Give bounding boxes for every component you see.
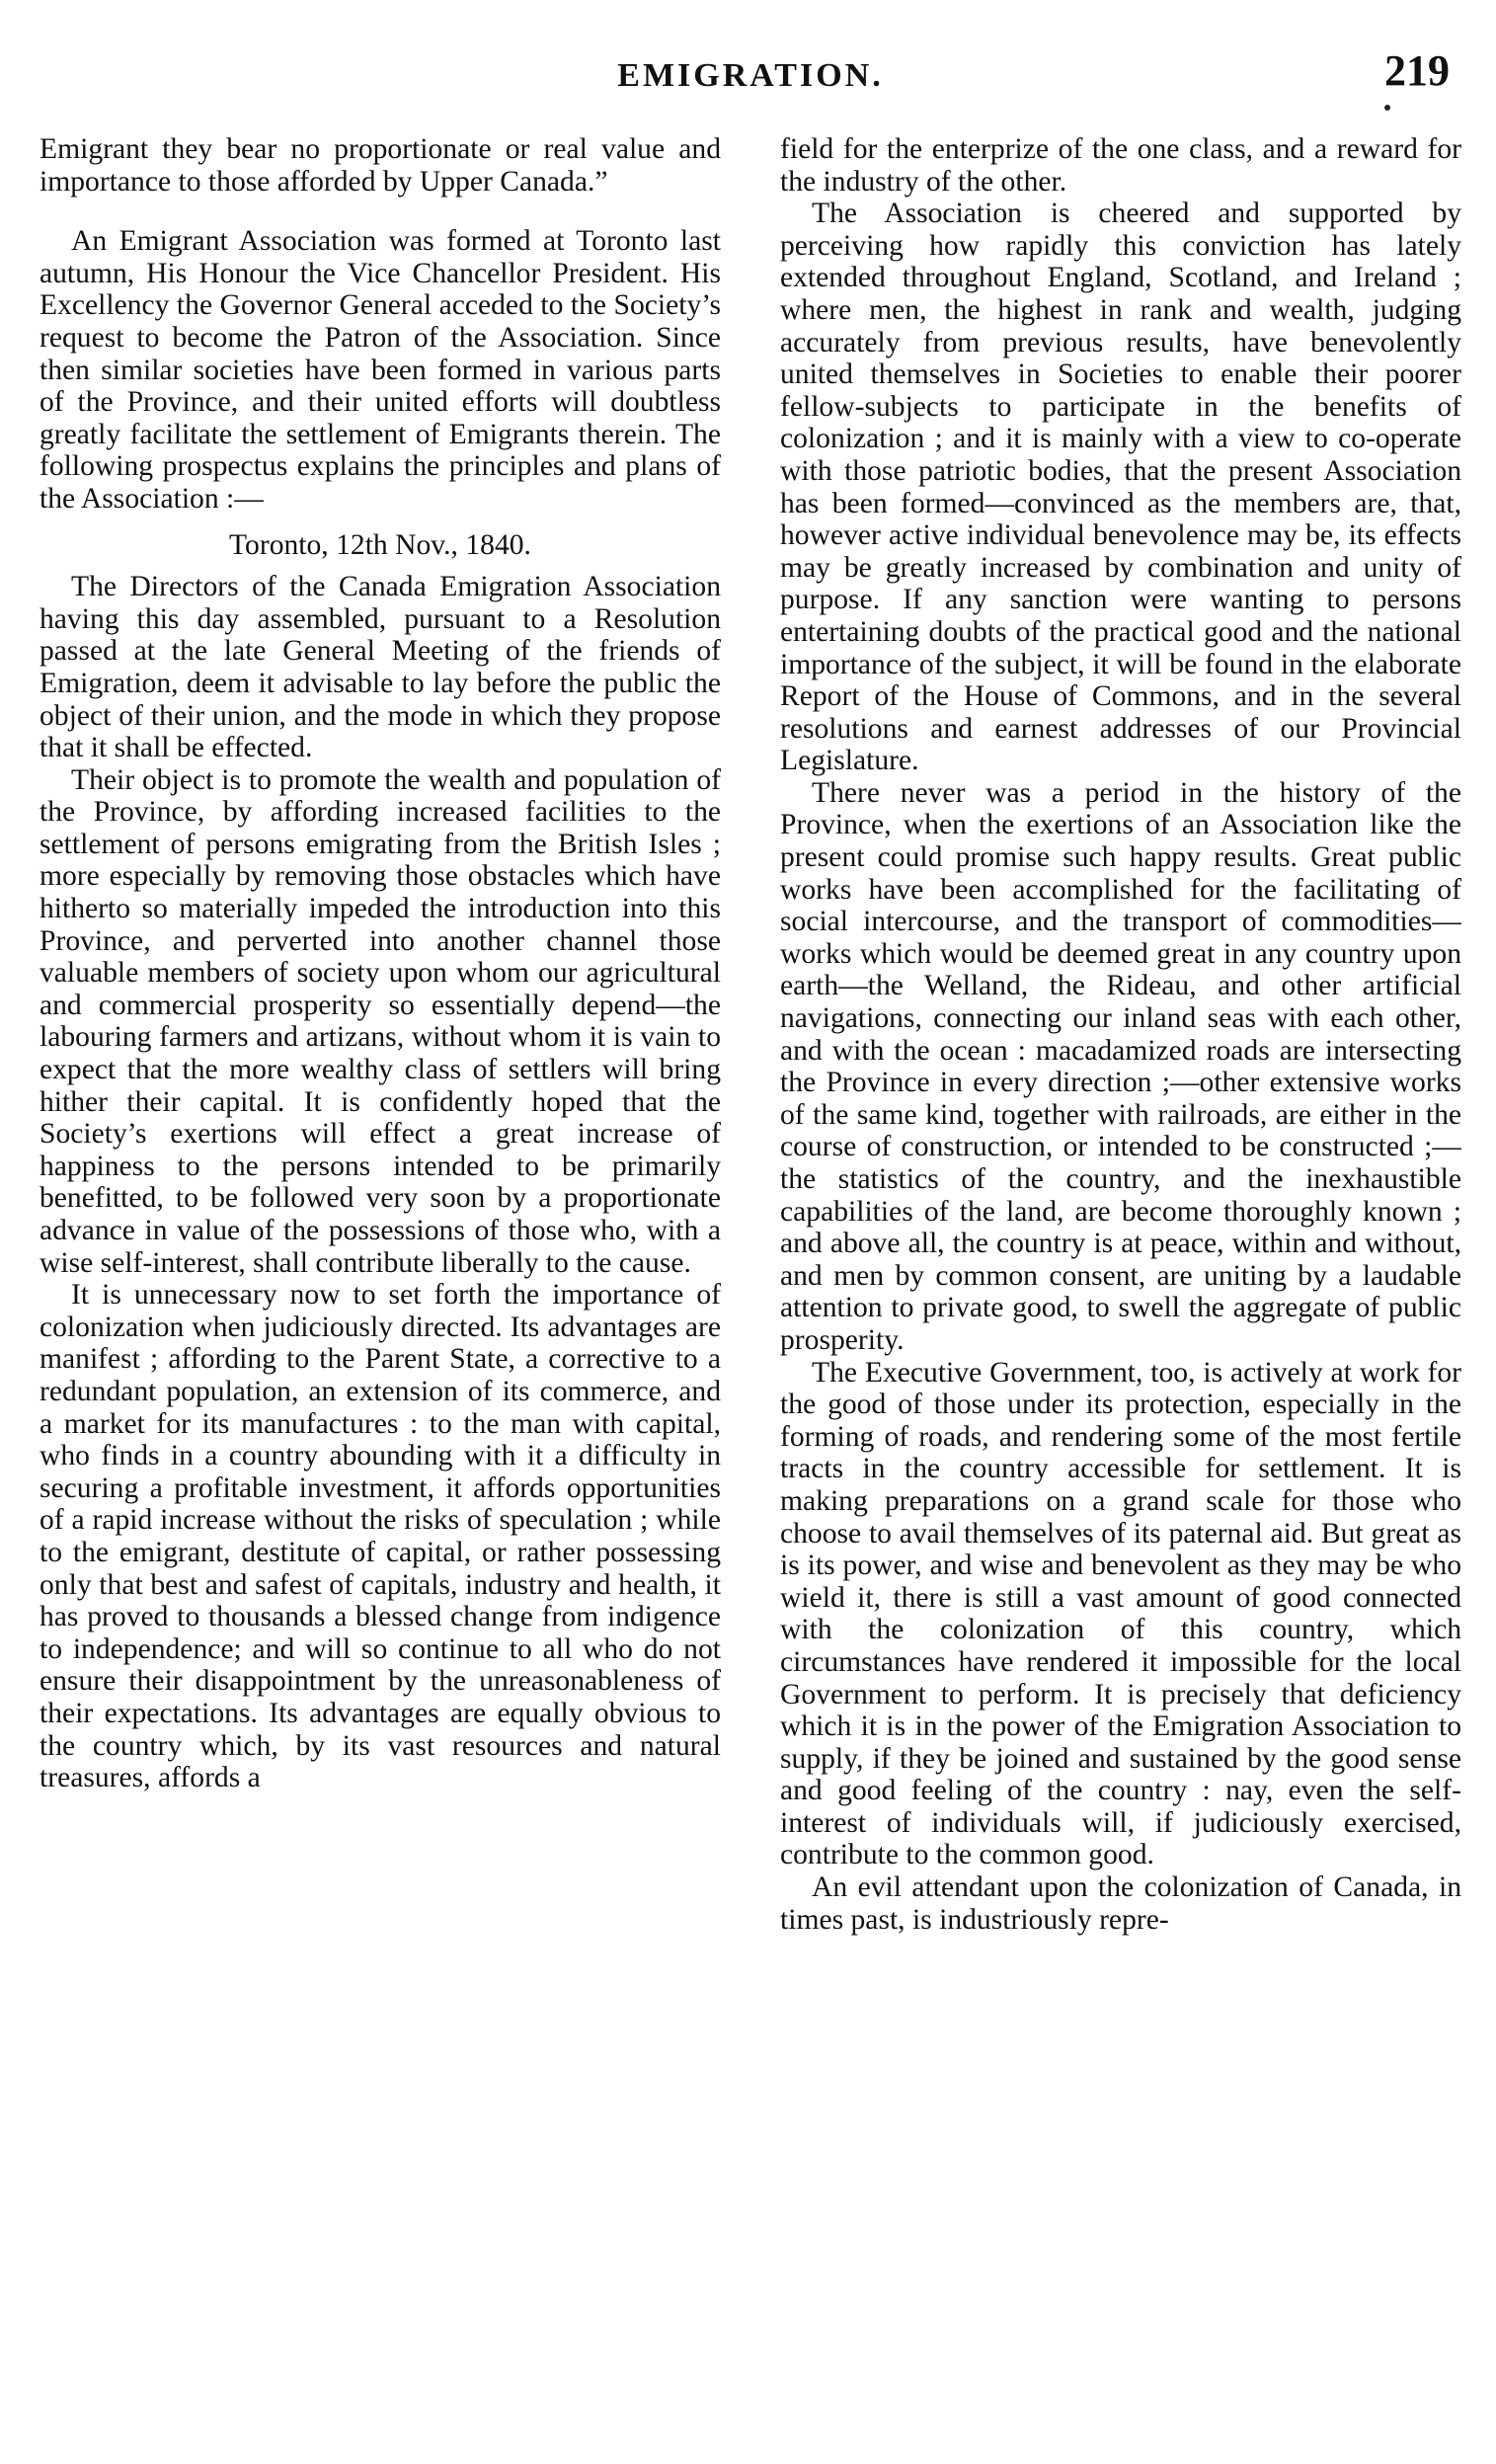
paragraph: There never was a period in the history of the Province, when the exertions of an Association like the present could promise such happy results. Great public works have been accomplished for the facilitating of social intercourse, and the transport of commodities—works which would be deemed great in any country upon earth—the Welland, the Rideau, and other artificial navigations, connecting our inland seas with each other, and with the ocean : macadamized roads are intersecting the Province in every direction ;—other extensive works of the same kind, together with railroads, are either in the course of construction, or intended to be constructed ;—the statistics of the country, and the inexhaustible capabilities of the land, are become thoroughly known ; and above all, the country is at peace, within and without, and men by common consent, are uniting by a laudable attention to private good, to swell the aggregate of public prosperity. [780,776,1461,1356]
book-page [39,40,1461,2429]
running-head [39,40,1461,128]
paragraph: The Directors of the Canada Emigration Association having this day assembled, pursuant to a Resolution passed at the late General Meeting of the friends of Emigration, deem it advisable to lay before the public the object of their union, and the mode in which they propose that it shall be effected. [39,571,721,764]
paragraph: The Executive Government, too, is actively at work for the good of those under its protection, especially in the forming of roads, and rendering some of the most fertile tracts in the country accessible for settlement. It is making preparations on a grand scale for those who choose to avail themselves of its paternal aid. But great as is its power, and wise and benevolent as they may be who wield it, there is still a vast amount of good connected with the colonization of this country, which circumstances have rendered it impossible for the local Government to perform. It is precisely that deficiency which it is in the power of the Emigration Association to supply, if they be joined and sustained by the good sense and good feeling of the country : nay, even the self-interest of individuals will, if judiciously exercised, contribute to the common good. [780,1356,1461,1871]
paragraph: field for the enterprize of the one class, and a reward for the industry of the other. [780,133,1461,198]
right-column [780,133,1461,2424]
left-column [39,133,721,2424]
paragraph: An Emigrant Association was formed at Toronto last autumn, His Honour the Vice Chancellor President. His Excellency the Governor General acceded to the Society’s request to become the Patron of the Association. Since then similar societies have been formed in various parts of the Province, and their united efforts will doubtless greatly facilitate the settlement of Emigrants therein. The following prospectus explains the principles and plans of the Association :— [39,225,721,515]
paragraph: The Association is cheered and supported by perceiving how rapidly this conviction has lately extended throughout England, Scotland, and Ireland ; where men, the highest in rank and wealth, judging accurately from previous results, have benevolently united themselves in Societies to enable their poorer fellow-subjects to participate in the benefits of colonization ; and it is mainly with a view to co-operate with those patriotic bodies, that the present Association has been formed—convinced as the members are, that, however active individual benevolence may be, its effects may be greatly increased by combination and unity of purpose. If any sanction were wanting to persons entertaining doubts of the practical good and the national importance of the subject, it will be found in the elaborate Report of the House of Commons, and in the several resolutions and earnest addresses of our Provincial Legislature. [780,198,1461,777]
paragraph: Emigrant they bear no proportionate or real value and importance to those afforded by Upper Canada.” [39,133,721,198]
text-columns [39,133,1461,2424]
paragraph: Their object is to promote the wealth and population of the Province, by affording increased facilities to the settlement of persons emigrating from the British Isles ; more especially by removing those obstacles which have hitherto so materially impeded the introduction into this Province, and perverted into another channel those valuable members of society upon whom our agricultural and commercial prosperity so essentially depend—the labouring farmers and artizans, without whom it is vain to expect that the more wealthy class of settlers will bring hither their capital. It is confidently hoped that the Society’s exertions will effect a great increase of happiness to the persons intended to be primarily benefitted, to be followed very soon by a proportionate advance in value of the possessions of those who, with a wise self-interest, shall contribute liberally to the cause. [39,763,721,1279]
ink-speck [1384,105,1390,111]
page-number: 219 [1384,46,1450,95]
page-title: EMIGRATION. [617,57,884,94]
dateline: Toronto, 12th Nov., 1840. [229,528,531,561]
paragraph: An evil attendant upon the colonization of Canada, in times past, is industriously repre- [780,1871,1461,1936]
paragraph: It is unnecessary now to set forth the importance of colonization when judiciously directed. Its advantages are manifest ; affording to the Parent State, a corrective to a redundant population, an extension of its commerce, and a market for its manufactures : to the man with capital, who finds in a country abounding with it a difficulty in securing a profitable investment, it affords opportunities of a rapid increase without the risks of speculation ; while to the emigrant, destitute of capital, or rather possessing only that best and safest of capitals, industry and health, it has proved to thousands a blessed change from indigence to independence; and will so continue to all who do not ensure their disappointment by the unreasonableness of their expectations. Its advantages are equally obvious to the country which, by its vast resources and natural treasures, affords a [39,1279,721,1794]
